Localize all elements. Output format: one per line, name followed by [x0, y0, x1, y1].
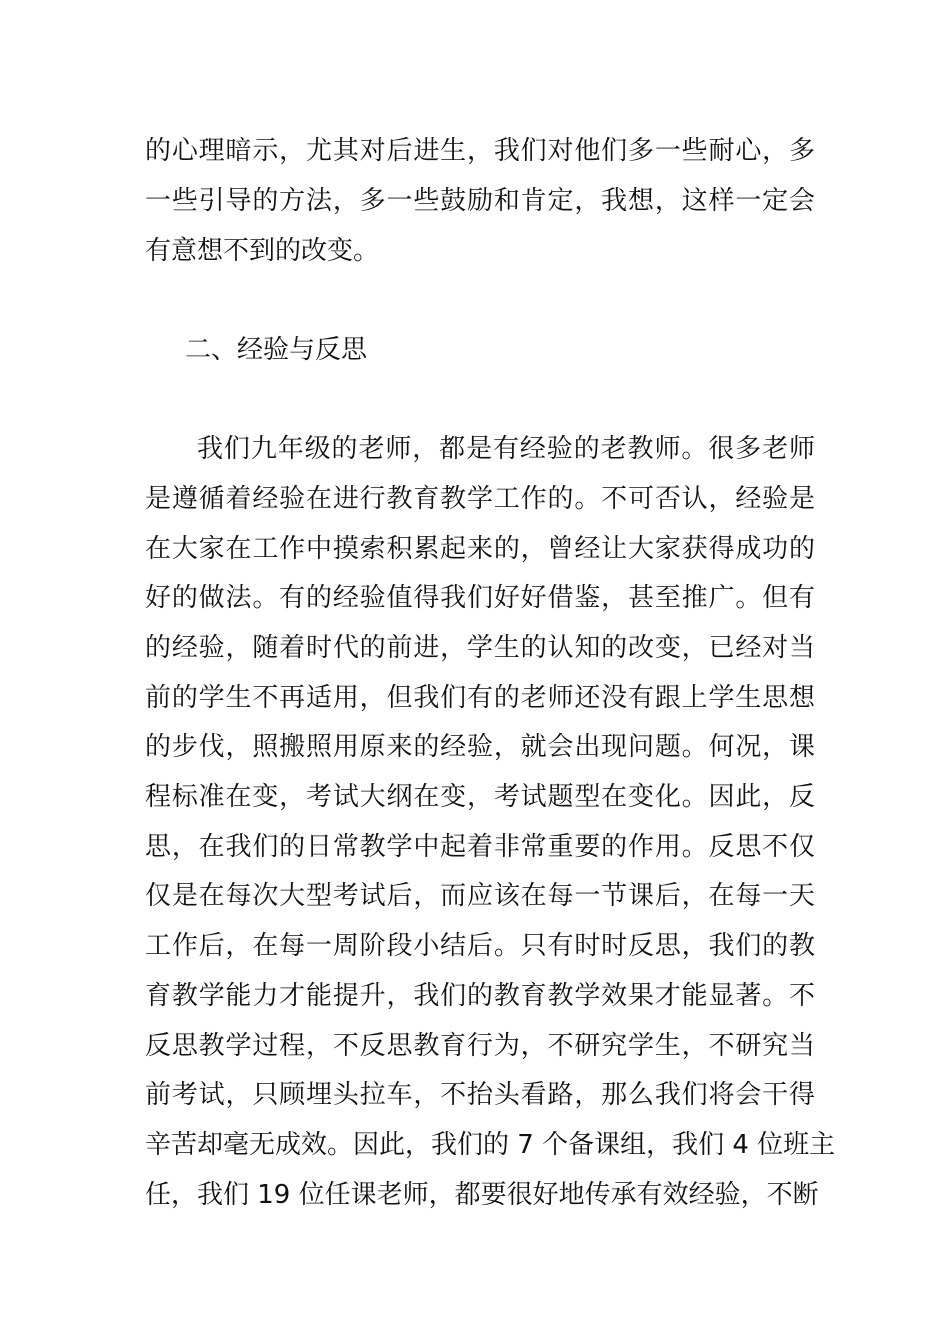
text-line: 的心理暗示，尤其对后进生，我们对他们多一些耐心，多 — [145, 136, 815, 166]
text-line: 是遵循着经验在进行教育教学工作的。不可否认，经验是 — [145, 484, 815, 514]
text-line: 程标准在变，考试大纲在变，考试题型在变化。因此，反 — [145, 782, 815, 812]
text-line: 前的学生不再适用，但我们有的老师还没有跟上学生思想 — [145, 683, 815, 713]
text-line: 任，我们 19 位任课老师，都要很好地传承有效经验，不断 — [145, 1180, 819, 1210]
text-line: 思，在我们的日常教学中起着非常重要的作用。反思不仅 — [145, 832, 815, 862]
text-line: 前考试，只顾埋头拉车，不抬头看路，那么我们将会干得 — [145, 1080, 815, 1110]
section-heading: 二、经验与反思 — [185, 335, 368, 365]
text-line: 有意想不到的改变。 — [145, 236, 380, 266]
text-line: 好的做法。有的经验值得我们好好借鉴，甚至推广。但有 — [145, 583, 815, 613]
text-line: 育教学能力才能提升，我们的教育教学效果才能显著。不 — [145, 981, 815, 1011]
text-line: 仅是在每次大型考试后，而应该在每一节课后，在每一天 — [145, 881, 815, 911]
text-line: 辛苦却毫无成效。因此，我们的 7 个备课组，我们 4 位班主 — [145, 1130, 836, 1160]
text-line: 工作后，在每一周阶段小结后。只有时时反思，我们的教 — [145, 931, 815, 961]
text-line: 的经验，随着时代的前进，学生的认知的改变，已经对当 — [145, 633, 815, 663]
text-line: 一些引导的方法，多一些鼓励和肯定，我想，这样一定会 — [145, 186, 815, 216]
text-line: 我们九年级的老师，都是有经验的老教师。很多老师 — [197, 434, 815, 464]
text-line: 的步伐，照搬照用原来的经验，就会出现问题。何况，课 — [145, 732, 815, 762]
text-line: 在大家在工作中摸索积累起来的，曾经让大家获得成功的 — [145, 534, 815, 564]
text-line: 反思教学过程，不反思教育行为，不研究学生，不研究当 — [145, 1031, 815, 1061]
